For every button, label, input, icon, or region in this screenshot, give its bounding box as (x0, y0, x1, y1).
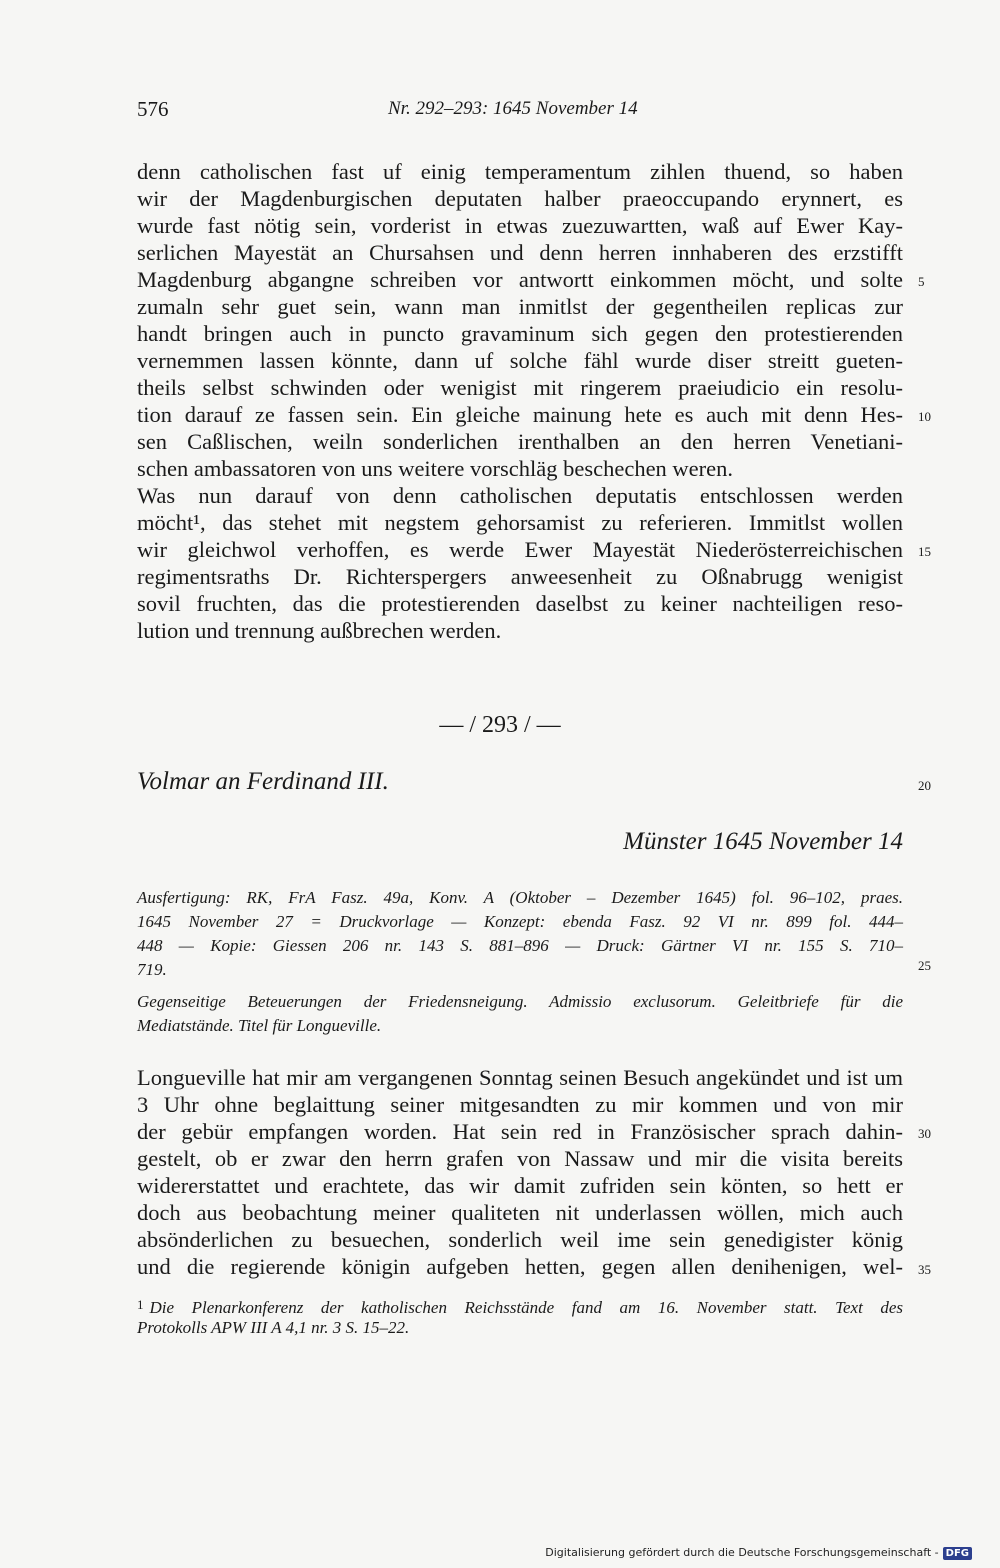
line-number: 20 (918, 778, 931, 793)
text-line: und die regierende königin aufgeben hetten, gegen allen denihenigen, wel- (137, 1254, 903, 1279)
text-line: regimentsraths Dr. Richterspergers anweesenheit zu Oßnabrugg wenigist (137, 564, 903, 589)
text-line: serlichen Mayestät an Chursahsen und denn herren innhaberen des erzstifft (137, 240, 903, 265)
text-line: tion darauf ze fassen sein. Ein gleiche mainung hete es auch mit denn Hes- (137, 402, 903, 427)
digitization-footer (545, 1546, 972, 1560)
source-line: 719. (137, 960, 167, 979)
line-number: 5 (918, 274, 925, 289)
text-line: handt bringen auch in puncto gravaminum sich gegen den protestierenden (137, 321, 903, 346)
text-line: absönderlichen zu besuechen, sonderlich weil ime sein genedigister könig (137, 1227, 903, 1252)
text-line: lution und trennung außbrechen werden. (137, 618, 502, 643)
page-number: 576 (137, 97, 169, 121)
running-title: Nr. 292–293: 1645 November 14 (388, 98, 638, 119)
document-title: Volmar an Ferdinand III. (137, 768, 389, 795)
line-number: 25 (918, 958, 931, 973)
text-line: vernemmen lassen könnte, dann uf solche fähl wurde diser streitt gueten- (137, 348, 903, 373)
text-line: Magdenburg abgangne schreiben vor antwortt einkommen möcht, und solte (137, 267, 903, 292)
line-number: 35 (918, 1262, 931, 1277)
text-line: wir der Magdenburgischen deputaten halber praeoccupando erynnert, es (137, 186, 903, 211)
text-line: zumaln sehr guet sein, wann man inmitlst der gegentheilen replicas zur (137, 294, 903, 319)
source-line: Ausfertigung: RK, FrA Fasz. 49a, Konv. A (Oktober – Dezember 1645) fol. 96–102, praes. (137, 888, 903, 907)
text-line: der gebür empfangen worden. Hat sein red in Französischer sprach dahin- (137, 1119, 903, 1144)
source-line: 1645 November 27 = Druckvorlage — Konzept: ebenda Fasz. 92 VI nr. 899 fol. 444– (137, 912, 903, 931)
text-line: sen Caßlischen, weiln sonderlichen irenthalben an den herren Venetiani- (137, 429, 903, 454)
line-number: 10 (918, 409, 931, 424)
text-line: widererstattet und erachtete, das wir damit zufriden sein könten, so hett er (137, 1173, 903, 1198)
text-line: sovil fruchten, das die protestierenden daselbst zu keiner nachteiligen reso- (137, 591, 903, 616)
line-number: 15 (918, 544, 931, 559)
text-line: Was nun darauf von denn catholischen deputatis entschlossen werden (137, 483, 903, 508)
text-line: schen ambassatoren von uns weitere vorschläg beschechen weren. (137, 456, 734, 481)
text-line: doch aus beobachtung meiner qualiteten nit underlassen wöllen, mich auch (137, 1200, 903, 1225)
text-line: 3 Uhr ohne beglaittung seiner mitgesandten zu mir kommen und von mir (137, 1092, 903, 1117)
summary-line: Mediatstände. Titel für Longueville. (137, 1016, 382, 1035)
line-number: 30 (918, 1126, 931, 1141)
source-line: 448 — Kopie: Giessen 206 nr. 143 S. 881–896 — Druck: Gärtner VI nr. 155 S. 710– (137, 936, 903, 955)
footer-text: Digitalisierung gefördert durch die Deutsche Forschungsgemeinschaft - (545, 1546, 939, 1559)
footnote-line: Protokolls APW III A 4,1 nr. 3 S. 15–22. (137, 1318, 410, 1337)
text-line: Longueville hat mir am vergangenen Sonntag seinen Besuch angekündet und ist um (137, 1065, 903, 1090)
text-line: gestelt, ob er zwar den herrn grafen von Nassaw und mir die visita bereits (137, 1146, 903, 1171)
text-line: theils selbst schwinden oder wenigist mit ringerem praeiudicio ein resolu- (137, 375, 903, 400)
dfg-logo: DFG (943, 1547, 972, 1560)
footnote-text: Die Plenarkonferenz der katholischen Reichsstände fand am 16. November statt. Text des (149, 1298, 903, 1317)
summary-line: Gegenseitige Beteuerungen der Friedensneigung. Admissio exclusorum. Geleitbriefe für die (137, 992, 903, 1011)
text-line: wurde fast nötig sein, vorderist in etwas zuezuwartten, waß auf Ewer Kay- (137, 213, 903, 238)
text-line: wir gleichwol verhoffen, es werde Ewer Mayestät Niederösterreichischen (137, 537, 903, 562)
document-number: — / 293 / — (439, 712, 561, 738)
text-line: möcht¹, das stehet mit negstem gehorsamist zu referieren. Immitlst wollen (137, 510, 903, 535)
document-dateline: Münster 1645 November 14 (623, 828, 903, 855)
text-line: denn catholischen fast uf einig temperamentum zihlen thuend, so haben (137, 159, 903, 184)
footnote-mark: 1 (137, 1297, 144, 1312)
